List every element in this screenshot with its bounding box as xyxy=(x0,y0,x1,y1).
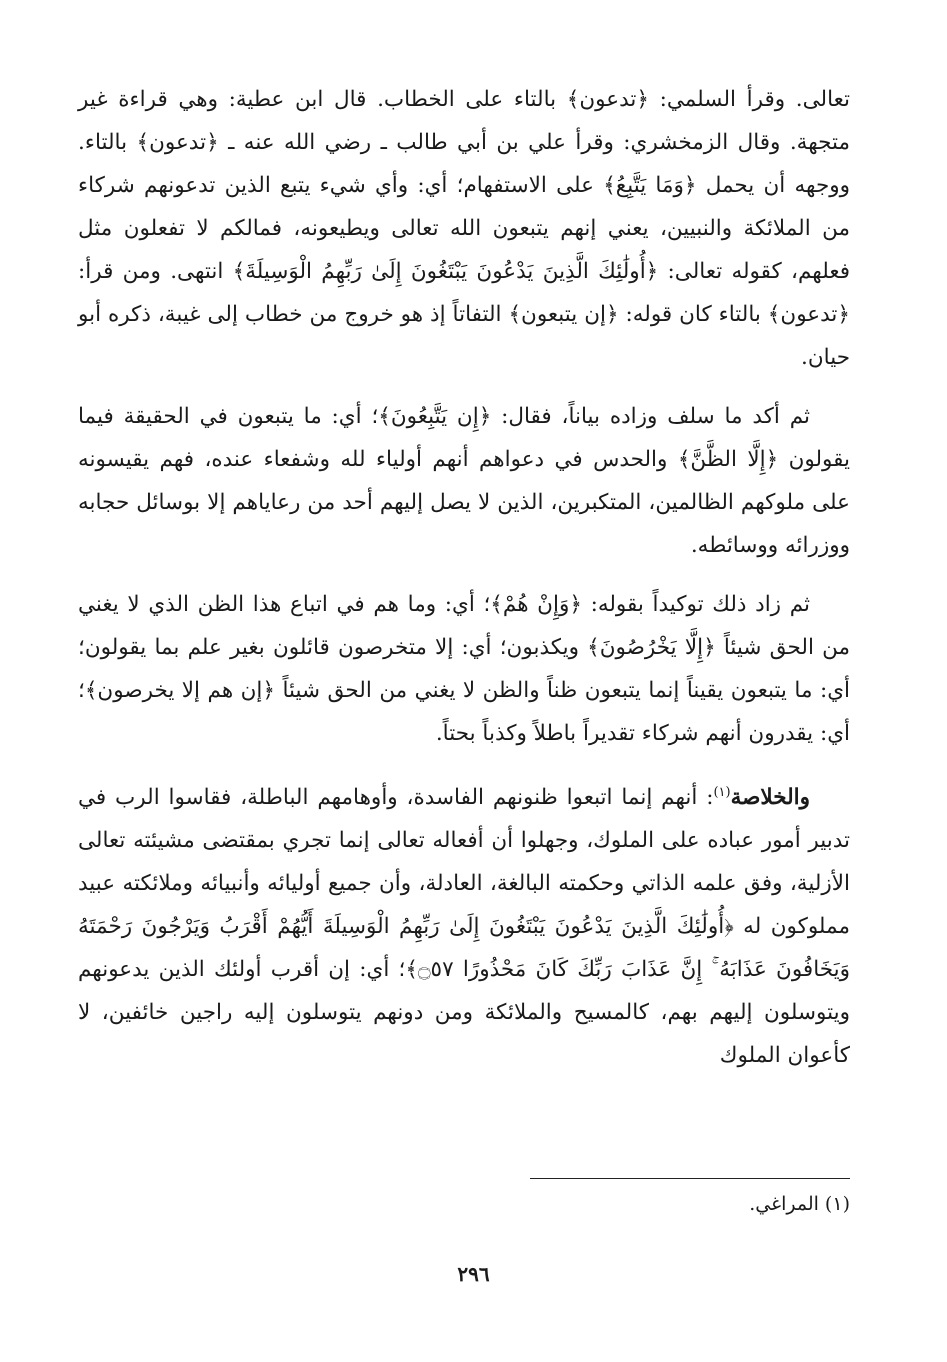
summary-heading: والخلاصة xyxy=(730,785,810,811)
page-number: ٢٩٦ xyxy=(457,1262,490,1286)
summary-text: : أنهم إنما اتبعوا ظنونهم الفاسدة، وأوهامهم الباطلة، فقاسوا الرب في تدبير أمور عباده على الملوك، وجهلوا أن أفعاله تعالى إنما تجري بمقتضى مشيئته تعالى الأزلية، وفق علمه الذاتي وحكمته البالغة، العادلة، وأن جميع أوليائه وأنبيائه وملائكته عبيد مملوكون له ﴿أُولَٰئِكَ الَّذِينَ يَدْعُونَ يَبْتَغُونَ إِلَىٰ رَبِّهِمُ الْوَسِيلَةَ أَيُّهُمْ أَقْرَبُ وَيَرْجُونَ رَحْمَتَهُ وَيَخَافُونَ عَذَابَهُ ۚ إِنَّ عَذَابَ رَبِّكَ كَانَ مَحْذُورًا ۝٥٧﴾؛ أي: إن أقرب أولئك الذين يدعونهم ويتوسلون إليهم بهم، كالمسيح والملائكة ومن دونهم يتوسلون إليه راجين خائفين، لا كأعوان الملوك xyxy=(78,785,850,1069)
footnote-divider xyxy=(530,1178,850,1179)
footnote: (١) المراغي. xyxy=(749,1193,850,1215)
footnote-reference: (١) xyxy=(713,785,731,800)
summary-paragraph xyxy=(78,771,850,1077)
paragraph-1: تعالى. وقرأ السلمي: ﴿تدعون﴾ بالتاء على الخطاب. قال ابن عطية: وهي قراءة غير متجهة. وقال الزمخشري: وقرأ علي بن أبي طالب ـ رضي الله عنه ـ ﴿تدعون﴾ بالتاء. ووجهه أن يحمل ﴿وَمَا يَتَّبِعُ﴾ على الاستفهام؛ أي: وأي شيء يتبع الذين تدعونهم شركاء من الملائكة والنبيين، يعني إنهم يتبعون الله تعالى ويطيعونه، فمالكم لا تفعلون مثل فعلهم، كقوله تعالى: ﴿أُولَٰئِكَ الَّذِينَ يَدْعُونَ يَبْتَغُونَ إِلَىٰ رَبِّهِمُ الْوَسِيلَةَ﴾ انتهى. ومن قرأ: ﴿تدعون﴾ بالتاء كان قوله: ﴿إن يتبعون﴾ التفاتاً إذ هو خروج من خطاب إلى غيبة، ذكره أبو حيان. xyxy=(78,87,850,370)
paragraph-3: ثم زاد ذلك توكيداً بقوله: ﴿وَإِنْ هُمْ﴾؛ أي: وما هم في اتباع هذا الظن الذي لا يغني من الحق شيئاً ﴿إِلَّا يَخْرُصُونَ﴾ ويكذبون؛ أي: إلا متخرصون قائلون بغير علم بما يقولون؛ أي: ما يتبعون يقيناً إنما يتبعون ظناً والظن لا يغني من الحق شيئاً ﴿إن هم إلا يخرصون﴾؛ أي: يقدرون أنهم شركاء تقديراً باطلاً وكذباً بحتاً. xyxy=(78,592,850,746)
page-body xyxy=(78,78,850,1093)
paragraph-2: ثم أكد ما سلف وزاده بياناً، فقال: ﴿إِن يَتَّبِعُونَ﴾؛ أي: ما يتبعون في الحقيقة فيما يقولون ﴿إِلَّا الظَّنَّ﴾ والحدس في دعواهم أنهم أولياء لله وشفعاء عنده، فهم يقيسونه على ملوكهم الظالمين، المتكبرين، الذين لا يصل إليهم أحد من رعاياهم إلا بوسائل حجابه ووزرائه ووسائطه. xyxy=(78,404,850,558)
